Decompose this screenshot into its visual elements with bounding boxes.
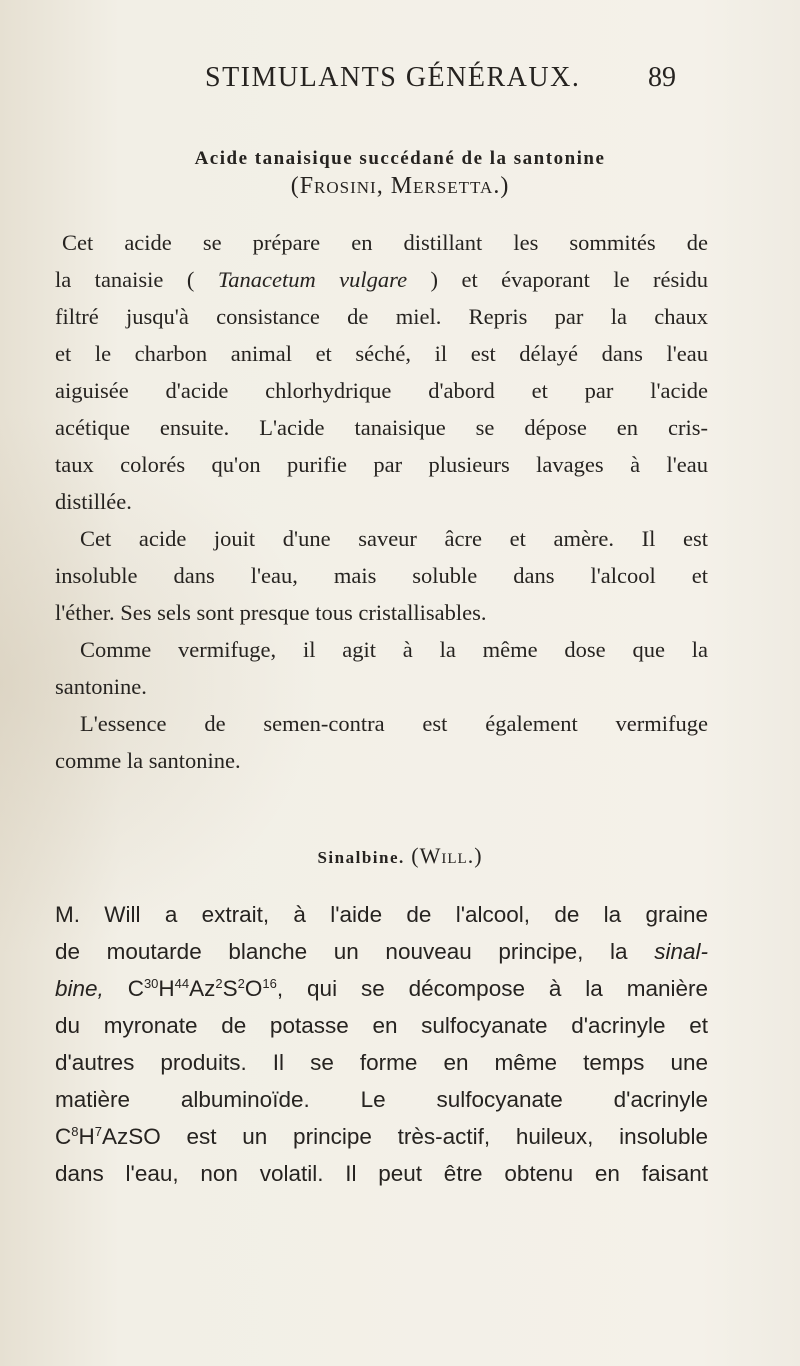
text-line: Cet acide jouit d'une saveur âcre et amère. Il est	[80, 526, 708, 551]
running-title: STIMULANTS GÉNÉRAUX.	[205, 62, 581, 93]
author-will: Will	[419, 843, 468, 868]
text-line: insoluble dans l'eau, mais soluble dans l'alcool et	[55, 563, 708, 588]
author-mersetta: Mersetta	[390, 173, 494, 199]
text-line: taux colorés qu'on purifie par plusieurs lavages à l'eau	[55, 452, 708, 477]
page-number: 89	[648, 62, 676, 93]
text-line: dans l'eau, non volatil. Il peut être obtenu en faisant	[55, 1161, 708, 1186]
section-authors-tanaisique: (Frosini, Mersetta.)	[290, 173, 510, 199]
text-line: matière albuminoïde. Le sulfocyanate d'acrinyle	[55, 1087, 708, 1112]
text-line: Cet acide se prépare en distillant les sommités de	[62, 230, 708, 255]
text-line: acétique ensuite. L'acide tanaisique se dépose en cris-	[55, 415, 708, 440]
text-line: la tanaisie ( Tanacetum vulgare ) et évaporant le résidu	[55, 267, 709, 292]
text-line: et le charbon animal et séché, il est délayé dans l'eau	[55, 341, 708, 366]
latin-name: Tanacetum vulgare	[217, 267, 408, 292]
text-line: santonine.	[55, 674, 147, 699]
text-line: l'éther. Ses sels sont presque tous cristallisables.	[55, 600, 487, 625]
text-line: filtré jusqu'à consistance de miel. Repris par la chaux	[55, 304, 708, 329]
text-line: $C^8H^7AzSO$ est un principe très-actif, huileux, insoluble	[55, 1124, 708, 1149]
text-line: bine, $C^{30}H^{44}Az^2S^2O^{16}$, qui se décompose à la manière	[55, 976, 708, 1001]
text-line: distillée.	[55, 489, 132, 514]
text-line: M. Will a extrait, à l'aide de l'alcool, de la graine	[55, 902, 708, 927]
section-title-sinalbine: Sinalbine. (Will.)	[317, 843, 483, 868]
text-line: aiguisée d'acide chlorhydrique d'abord et par l'acide	[55, 378, 708, 403]
text-line: d'autres produits. Il se forme en même temps une	[55, 1050, 708, 1075]
term-sinalbine: sinal-	[654, 939, 708, 964]
text-line: de moutarde blanche un nouveau principe, la sinal-	[55, 939, 708, 964]
text-line: comme la santonine.	[55, 748, 241, 773]
text-line: Comme vermifuge, il agit à la même dose que la	[80, 637, 708, 662]
text-line: du myronate de potasse en sulfocyanate d'acrinyle et	[55, 1013, 708, 1038]
author-frosini: Frosini	[299, 173, 377, 199]
section-name: Sinalbine.	[317, 848, 405, 867]
text-line: L'essence de semen-contra est également vermifuge	[80, 711, 708, 736]
page-header	[0, 62, 800, 102]
section-title-tanaisique: Acide tanaisique succédané de la santonine	[194, 148, 606, 169]
